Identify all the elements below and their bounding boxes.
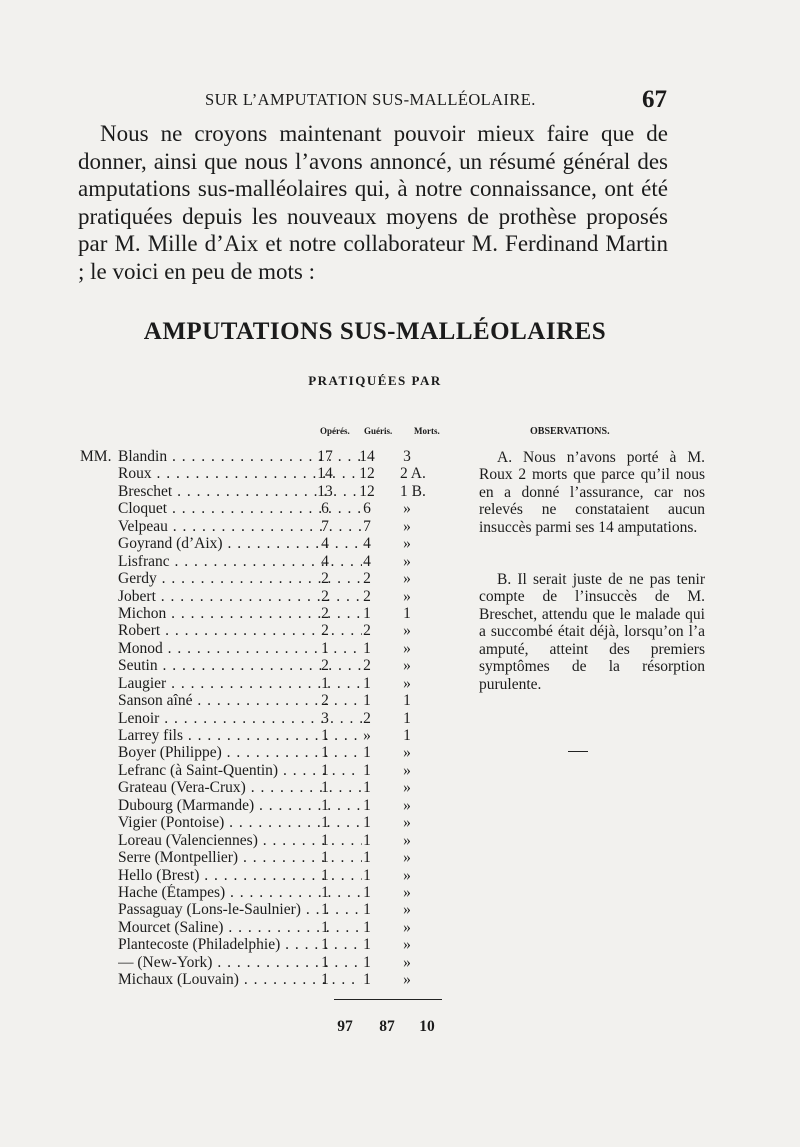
gueris-value: 1	[363, 971, 371, 989]
running-title: SUR L’AMPUTATION SUS-MALLÉOLAIRE.	[205, 90, 536, 109]
operes-value: 1	[321, 761, 329, 779]
gueris-value: 14	[359, 448, 375, 465]
table-row	[80, 640, 480, 657]
morts-value: »	[403, 622, 411, 640]
table-row	[80, 657, 480, 674]
morts-value: 1	[403, 709, 411, 727]
operes-value: 17	[317, 448, 333, 465]
morts-value: »	[403, 639, 411, 657]
surgeon-name: Dubourg (Marmande) . . .	[118, 797, 362, 814]
surgeon-table	[80, 448, 480, 989]
gueris-value: 1	[363, 779, 371, 797]
morts-value: 3	[403, 448, 411, 465]
table-row	[80, 588, 480, 605]
operes-value: 4	[321, 535, 329, 553]
table-row	[80, 553, 480, 570]
morts-value: »	[403, 552, 411, 570]
morts-value: »	[403, 918, 411, 936]
surgeon-name: Hello (Brest) . . .	[118, 867, 362, 884]
total-operes: 97	[337, 1018, 353, 1035]
operes-value: 1	[321, 883, 329, 901]
surgeon-name: Passaguay (Lons-le-Saulnier) . . .	[118, 901, 362, 918]
morts-value: »	[403, 796, 411, 814]
operes-value: 1	[321, 814, 329, 832]
column-header-observations: OBSERVATIONS.	[530, 426, 610, 437]
table-row	[80, 849, 480, 866]
table-row	[80, 692, 480, 709]
gueris-value: 2	[363, 587, 371, 605]
morts-value: »	[403, 570, 411, 588]
operes-value: 1	[321, 744, 329, 762]
operes-value: 2	[321, 622, 329, 640]
surgeon-name: Michon . . .	[118, 605, 362, 622]
gueris-value: 1	[363, 901, 371, 919]
morts-value: 1 B.	[400, 482, 426, 500]
morts-value: 2 A.	[400, 465, 426, 483]
surgeon-name: Hache (Étampes) . . .	[118, 884, 362, 901]
surgeon-name: — (New-York) . . .	[118, 954, 362, 971]
morts-value: »	[403, 866, 411, 884]
operes-value: 1	[321, 849, 329, 867]
gueris-value: 1	[363, 831, 371, 849]
table-row	[80, 675, 480, 692]
operes-value: 1	[321, 901, 329, 919]
operes-value: 7	[321, 517, 329, 535]
surgeon-name: Laugier . . .	[118, 675, 362, 692]
morts-value: »	[403, 761, 411, 779]
operes-value: 1	[321, 674, 329, 692]
table-row	[80, 710, 480, 727]
operes-value: 4	[321, 552, 329, 570]
table-row	[80, 465, 480, 482]
gueris-value: 1	[363, 936, 371, 954]
operes-value: 3	[321, 709, 329, 727]
table-row	[80, 779, 480, 796]
surgeon-name: Serre (Montpellier) . . .	[118, 849, 362, 866]
operes-value: 2	[321, 692, 329, 710]
table-row	[80, 605, 480, 622]
gueris-value: 2	[363, 709, 371, 727]
table-row	[80, 954, 480, 971]
table-subtitle: PRATIQUÉES PAR	[308, 373, 442, 388]
surgeon-name: Roux . . .	[118, 465, 362, 482]
table-row	[80, 901, 480, 918]
gueris-value: 1	[363, 918, 371, 936]
gueris-value: 12	[359, 465, 375, 483]
morts-value: »	[403, 657, 411, 675]
morts-value: »	[403, 587, 411, 605]
surgeon-name: Robert . . .	[118, 622, 362, 639]
operes-value: 1	[321, 639, 329, 657]
morts-value: »	[403, 831, 411, 849]
gueris-value: 2	[363, 657, 371, 675]
total-morts: 10	[419, 1018, 435, 1035]
gueris-value: 2	[363, 570, 371, 588]
surgeon-name: Gerdy . . .	[118, 570, 362, 587]
surgeon-name: Blandin . . .	[118, 448, 362, 465]
table-row	[80, 867, 480, 884]
operes-value: 1	[321, 918, 329, 936]
morts-value: 1	[403, 604, 411, 622]
surgeon-name: Vigier (Pontoise) . . .	[118, 814, 362, 831]
surgeon-name: Loreau (Valenciennes) . . .	[118, 832, 362, 849]
surgeon-name: Plantecoste (Philadelphie) . . .	[118, 936, 362, 953]
table-row	[80, 744, 480, 761]
table-row	[80, 884, 480, 901]
surgeon-name: Seutin . . .	[118, 657, 362, 674]
operes-value: 1	[321, 971, 329, 989]
table-row	[80, 483, 480, 500]
operes-value: 1	[321, 727, 329, 744]
operes-value: 1	[321, 796, 329, 814]
operes-value: 2	[321, 587, 329, 605]
morts-value: »	[403, 517, 411, 535]
table-row	[80, 570, 480, 587]
surgeon-name: Grateau (Vera-Crux) . . .	[118, 779, 362, 796]
operes-value: 1	[321, 936, 329, 954]
morts-value: »	[403, 849, 411, 867]
surgeon-name: Sanson aîné . . .	[118, 692, 362, 709]
gueris-value: 1	[363, 674, 371, 692]
table-row	[80, 762, 480, 779]
table-row	[80, 936, 480, 953]
surgeon-name: Michaux (Louvain) . . .	[118, 971, 362, 988]
surgeon-name: Lisfranc . . .	[118, 553, 362, 570]
operes-value: 6	[321, 500, 329, 518]
gueris-value: 1	[363, 849, 371, 867]
operes-value: 2	[321, 657, 329, 675]
gueris-value: 7	[363, 517, 371, 535]
gueris-value: 1	[363, 796, 371, 814]
surgeon-name: Cloquet . . .	[118, 500, 362, 517]
intro-paragraph: Nous ne croyons maintenant pouvoir mieux faire que de donner, ainsi que nous l’avons annoncé, un résumé général des amputations sus-malléolaires qui, à notre connaissance, ont été pratiquées depuis les nouveaux moyens de prothèse proposés par M. Mille d’Aix et notre collaborateur M. Ferdinand Martin ; le voici en peu de mots :	[78, 121, 668, 284]
total-rule	[334, 999, 442, 1000]
table-title: AMPUTATIONS SUS-MALLÉOLAIRES	[143, 318, 607, 345]
gueris-value: 1	[363, 814, 371, 832]
morts-value: 1	[403, 727, 411, 744]
gueris-value: 1	[363, 866, 371, 884]
total-gueris: 87	[379, 1018, 395, 1035]
morts-value: 1	[403, 692, 411, 710]
surgeon-name: Larrey fils . . .	[118, 727, 362, 744]
surgeon-name: Velpeau . . .	[118, 518, 362, 535]
table-row	[80, 448, 480, 465]
observation-b: B. Il serait juste de ne pas tenir compte de l’insuccès de M. Breschet, attendu que le malade qui a succombé était déjà, lorsqu’on l’a amputé, atteint des premiers symptômes de la résorption purulente.	[479, 571, 705, 693]
operes-value: 1	[321, 779, 329, 797]
table-row	[80, 518, 480, 535]
page-number: 67	[642, 86, 667, 113]
operes-value: 2	[321, 604, 329, 622]
operes-value: 1	[321, 953, 329, 971]
table-row	[80, 535, 480, 552]
gueris-value: 1	[363, 953, 371, 971]
morts-value: »	[403, 535, 411, 553]
morts-value: »	[403, 500, 411, 518]
table-row	[80, 622, 480, 639]
surgeon-name: Boyer (Philippe) . . .	[118, 744, 362, 761]
operes-value: 2	[321, 570, 329, 588]
morts-value: »	[403, 883, 411, 901]
honorific-prefix: MM.	[80, 448, 112, 465]
table-row	[80, 500, 480, 517]
gueris-value: 1	[363, 692, 371, 710]
morts-value: »	[403, 674, 411, 692]
gueris-value: 1	[363, 761, 371, 779]
morts-value: »	[403, 814, 411, 832]
surgeon-name: Mourcet (Saline) . . .	[118, 919, 362, 936]
morts-value: »	[403, 744, 411, 762]
column-header-morts: Morts.	[414, 426, 440, 436]
morts-value: »	[403, 901, 411, 919]
gueris-value: 1	[363, 744, 371, 762]
surgeon-name: Breschet . . .	[118, 483, 362, 500]
gueris-value: 1	[363, 883, 371, 901]
table-row	[80, 727, 480, 744]
column-header-gueris: Guéris.	[364, 426, 393, 436]
gueris-value: 4	[363, 552, 371, 570]
operes-value: 13	[317, 482, 333, 500]
surgeon-name: Jobert . . .	[118, 588, 362, 605]
surgeon-name: Lefranc (à Saint-Quentin) . . .	[118, 762, 362, 779]
separator-dash	[568, 751, 588, 752]
morts-value: »	[403, 779, 411, 797]
table-row	[80, 971, 480, 988]
column-header-operes: Opérés.	[320, 426, 350, 436]
observation-a: A. Nous n’avons porté à M. Roux 2 morts que parce qu’il nous en a donné l’assurance, car nos relevés ne constataient aucun insuccès parmi ses 14 amputations.	[479, 449, 705, 536]
operes-value: 1	[321, 831, 329, 849]
table-row	[80, 797, 480, 814]
surgeon-name: Monod . . .	[118, 640, 362, 657]
morts-value: »	[403, 936, 411, 954]
operes-value: 14	[317, 465, 333, 483]
gueris-value: 6	[363, 500, 371, 518]
gueris-value: 12	[359, 482, 375, 500]
gueris-value: »	[363, 727, 371, 744]
surgeon-name: Lenoir . . .	[118, 710, 362, 727]
gueris-value: 1	[363, 604, 371, 622]
surgeon-name: Goyrand (d’Aix) . . .	[118, 535, 362, 552]
table-row	[80, 919, 480, 936]
morts-value: »	[403, 971, 411, 989]
operes-value: 1	[321, 866, 329, 884]
gueris-value: 2	[363, 622, 371, 640]
gueris-value: 1	[363, 639, 371, 657]
table-row	[80, 814, 480, 831]
morts-value: »	[403, 953, 411, 971]
gueris-value: 4	[363, 535, 371, 553]
table-row	[80, 832, 480, 849]
